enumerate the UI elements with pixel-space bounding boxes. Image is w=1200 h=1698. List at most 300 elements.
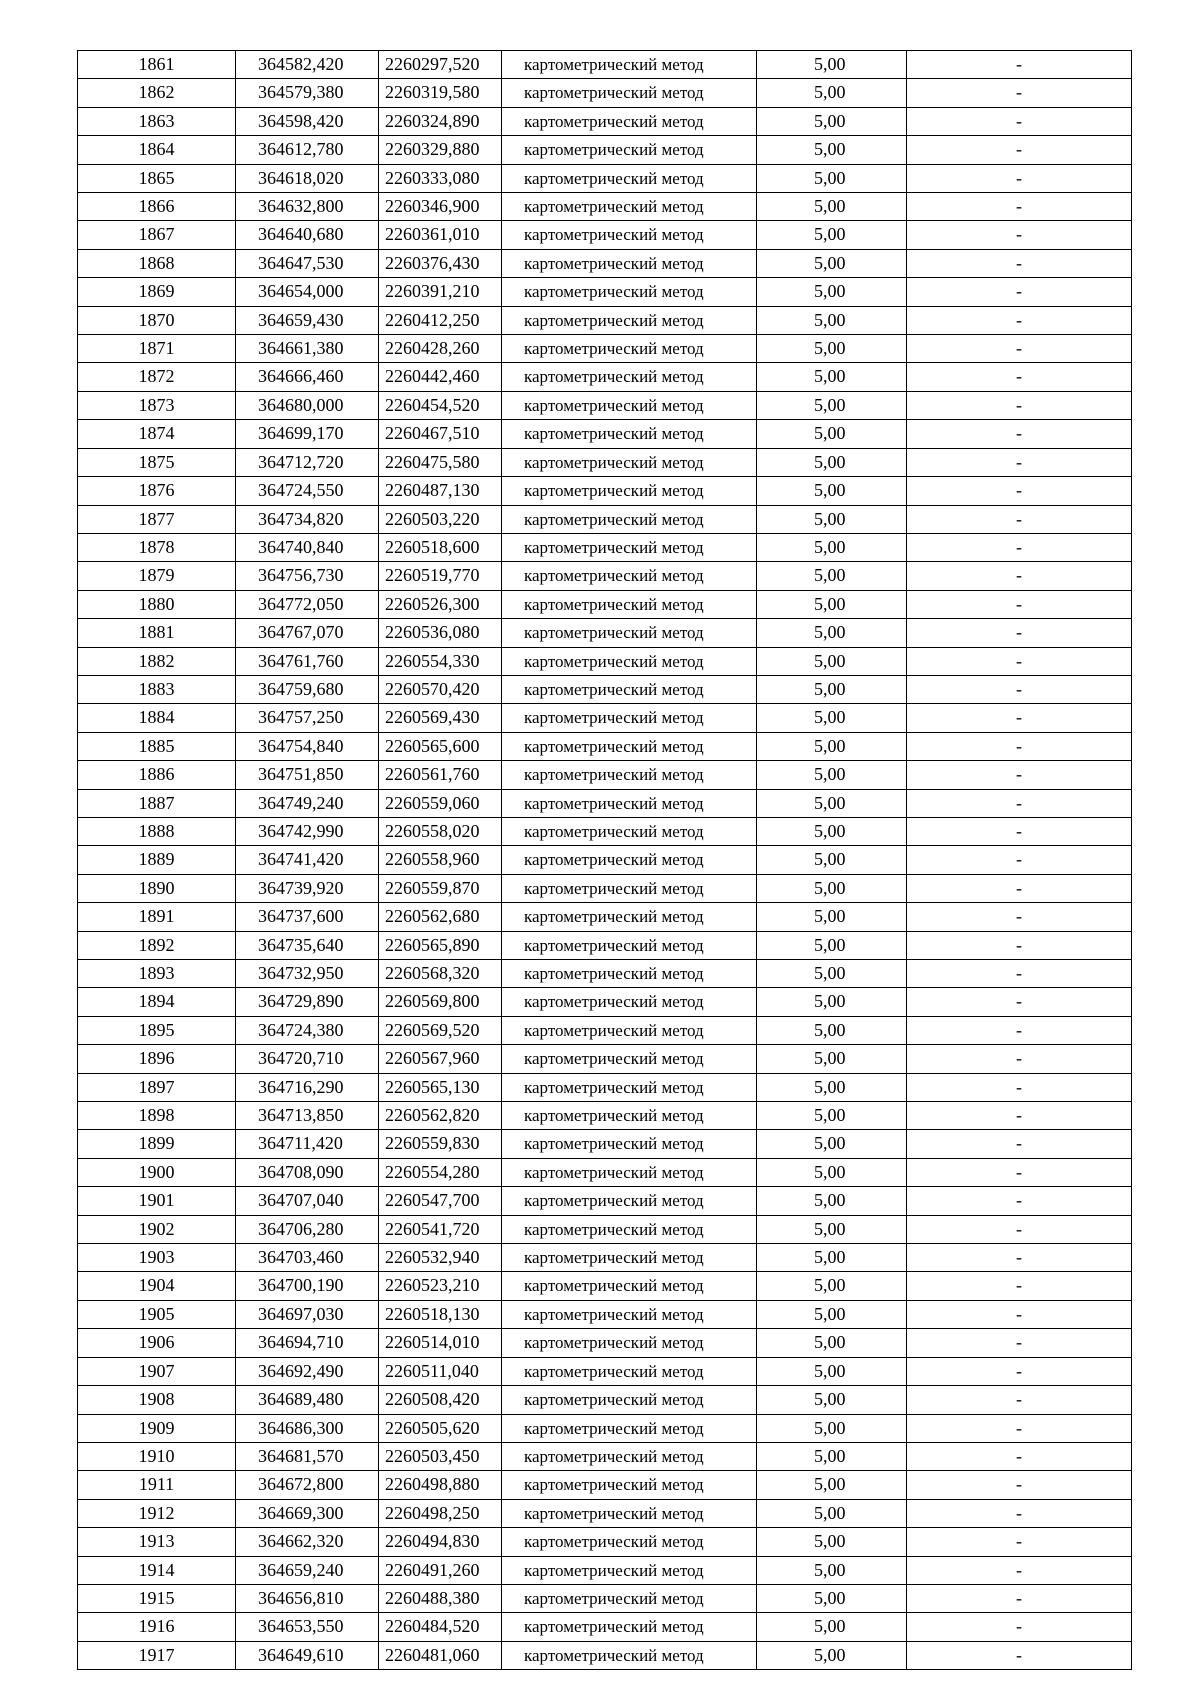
description-cell: - <box>907 1016 1132 1044</box>
table-row <box>78 1215 1132 1243</box>
x-coordinate-cell: 364706,280 <box>236 1215 379 1243</box>
table-row <box>78 1386 1132 1414</box>
description-cell: - <box>907 107 1132 135</box>
method-cell: картометрический метод <box>502 136 757 164</box>
table-row <box>78 1613 1132 1641</box>
x-coordinate-cell: 364742,990 <box>236 817 379 845</box>
y-coordinate-cell: 2260554,280 <box>379 1158 502 1186</box>
point-number-cell: 1916 <box>78 1613 236 1641</box>
point-number-cell: 1898 <box>78 1102 236 1130</box>
description-cell: - <box>907 874 1132 902</box>
y-coordinate-cell: 2260329,880 <box>379 136 502 164</box>
x-coordinate-cell: 364741,420 <box>236 846 379 874</box>
y-coordinate-cell: 2260511,040 <box>379 1357 502 1385</box>
accuracy-cell: 5,00 <box>757 1442 907 1470</box>
method-cell: картометрический метод <box>502 1442 757 1470</box>
accuracy-cell: 5,00 <box>757 1584 907 1612</box>
accuracy-cell: 5,00 <box>757 704 907 732</box>
description-cell: - <box>907 51 1132 79</box>
description-cell: - <box>907 1386 1132 1414</box>
y-coordinate-cell: 2260569,800 <box>379 988 502 1016</box>
y-coordinate-cell: 2260494,830 <box>379 1528 502 1556</box>
point-number-cell: 1881 <box>78 619 236 647</box>
x-coordinate-cell: 364712,720 <box>236 448 379 476</box>
point-number-cell: 1865 <box>78 164 236 192</box>
description-cell: - <box>907 1613 1132 1641</box>
x-coordinate-cell: 364632,800 <box>236 193 379 221</box>
method-cell: картометрический метод <box>502 51 757 79</box>
table-row <box>78 1016 1132 1044</box>
method-cell: картометрический метод <box>502 193 757 221</box>
point-number-cell: 1888 <box>78 817 236 845</box>
description-cell: - <box>907 647 1132 675</box>
x-coordinate-cell: 364672,800 <box>236 1471 379 1499</box>
y-coordinate-cell: 2260568,320 <box>379 960 502 988</box>
method-cell: картометрический метод <box>502 732 757 760</box>
method-cell: картометрический метод <box>502 278 757 306</box>
point-number-cell: 1901 <box>78 1187 236 1215</box>
accuracy-cell: 5,00 <box>757 1244 907 1272</box>
point-number-cell: 1875 <box>78 448 236 476</box>
method-cell: картометрический метод <box>502 590 757 618</box>
x-coordinate-cell: 364754,840 <box>236 732 379 760</box>
x-coordinate-cell: 364729,890 <box>236 988 379 1016</box>
point-number-cell: 1876 <box>78 477 236 505</box>
accuracy-cell: 5,00 <box>757 732 907 760</box>
method-cell: картометрический метод <box>502 619 757 647</box>
table-row <box>78 817 1132 845</box>
point-number-cell: 1889 <box>78 846 236 874</box>
table-row <box>78 193 1132 221</box>
method-cell: картометрический метод <box>502 704 757 732</box>
x-coordinate-cell: 364582,420 <box>236 51 379 79</box>
table-row <box>78 448 1132 476</box>
method-cell: картометрический метод <box>502 1073 757 1101</box>
point-number-cell: 1897 <box>78 1073 236 1101</box>
point-number-cell: 1868 <box>78 249 236 277</box>
y-coordinate-cell: 2260518,600 <box>379 533 502 561</box>
point-number-cell: 1914 <box>78 1556 236 1584</box>
table-row <box>78 562 1132 590</box>
table-row <box>78 477 1132 505</box>
y-coordinate-cell: 2260376,430 <box>379 249 502 277</box>
method-cell: картометрический метод <box>502 1471 757 1499</box>
x-coordinate-cell: 364697,030 <box>236 1300 379 1328</box>
table-row <box>78 363 1132 391</box>
method-cell: картометрический метод <box>502 164 757 192</box>
point-number-cell: 1878 <box>78 533 236 561</box>
table-row <box>78 1357 1132 1385</box>
accuracy-cell: 5,00 <box>757 1641 907 1669</box>
table-row <box>78 704 1132 732</box>
description-cell: - <box>907 846 1132 874</box>
table-row <box>78 1158 1132 1186</box>
point-number-cell: 1872 <box>78 363 236 391</box>
accuracy-cell: 5,00 <box>757 789 907 817</box>
method-cell: картометрический метод <box>502 1272 757 1300</box>
point-number-cell: 1877 <box>78 505 236 533</box>
x-coordinate-cell: 364732,950 <box>236 960 379 988</box>
x-coordinate-cell: 364662,320 <box>236 1528 379 1556</box>
description-cell: - <box>907 732 1132 760</box>
method-cell: картометрический метод <box>502 1158 757 1186</box>
table-row <box>78 732 1132 760</box>
table-row <box>78 846 1132 874</box>
point-number-cell: 1913 <box>78 1528 236 1556</box>
x-coordinate-cell: 364661,380 <box>236 335 379 363</box>
method-cell: картометрический метод <box>502 363 757 391</box>
method-cell: картометрический метод <box>502 1102 757 1130</box>
accuracy-cell: 5,00 <box>757 477 907 505</box>
y-coordinate-cell: 2260569,430 <box>379 704 502 732</box>
table-row <box>78 761 1132 789</box>
point-number-cell: 1873 <box>78 391 236 419</box>
point-number-cell: 1917 <box>78 1641 236 1669</box>
y-coordinate-cell: 2260518,130 <box>379 1300 502 1328</box>
point-number-cell: 1887 <box>78 789 236 817</box>
table-row <box>78 1329 1132 1357</box>
table-row <box>78 931 1132 959</box>
description-cell: - <box>907 335 1132 363</box>
description-cell: - <box>907 1329 1132 1357</box>
x-coordinate-cell: 364703,460 <box>236 1244 379 1272</box>
x-coordinate-cell: 364737,600 <box>236 903 379 931</box>
x-coordinate-cell: 364699,170 <box>236 420 379 448</box>
x-coordinate-cell: 364711,420 <box>236 1130 379 1158</box>
accuracy-cell: 5,00 <box>757 1300 907 1328</box>
description-cell: - <box>907 1130 1132 1158</box>
point-number-cell: 1908 <box>78 1386 236 1414</box>
x-coordinate-cell: 364740,840 <box>236 533 379 561</box>
point-number-cell: 1869 <box>78 278 236 306</box>
accuracy-cell: 5,00 <box>757 1499 907 1527</box>
method-cell: картометрический метод <box>502 1045 757 1073</box>
method-cell: картометрический метод <box>502 874 757 902</box>
point-number-cell: 1871 <box>78 335 236 363</box>
description-cell: - <box>907 306 1132 334</box>
table-row <box>78 1130 1132 1158</box>
accuracy-cell: 5,00 <box>757 988 907 1016</box>
accuracy-cell: 5,00 <box>757 278 907 306</box>
accuracy-cell: 5,00 <box>757 1187 907 1215</box>
method-cell: картометрический метод <box>502 107 757 135</box>
method-cell: картометрический метод <box>502 1584 757 1612</box>
point-number-cell: 1910 <box>78 1442 236 1470</box>
y-coordinate-cell: 2260428,260 <box>379 335 502 363</box>
x-coordinate-cell: 364669,300 <box>236 1499 379 1527</box>
method-cell: картометрический метод <box>502 846 757 874</box>
table-row <box>78 1442 1132 1470</box>
point-number-cell: 1894 <box>78 988 236 1016</box>
description-cell: - <box>907 249 1132 277</box>
x-coordinate-cell: 364692,490 <box>236 1357 379 1385</box>
y-coordinate-cell: 2260565,600 <box>379 732 502 760</box>
method-cell: картометрический метод <box>502 1244 757 1272</box>
description-cell: - <box>907 931 1132 959</box>
y-coordinate-cell: 2260475,580 <box>379 448 502 476</box>
accuracy-cell: 5,00 <box>757 619 907 647</box>
method-cell: картометрический метод <box>502 931 757 959</box>
accuracy-cell: 5,00 <box>757 1528 907 1556</box>
description-cell: - <box>907 960 1132 988</box>
y-coordinate-cell: 2260558,020 <box>379 817 502 845</box>
point-number-cell: 1863 <box>78 107 236 135</box>
point-number-cell: 1905 <box>78 1300 236 1328</box>
y-coordinate-cell: 2260498,250 <box>379 1499 502 1527</box>
method-cell: картометрический метод <box>502 477 757 505</box>
table-row <box>78 136 1132 164</box>
accuracy-cell: 5,00 <box>757 51 907 79</box>
description-cell: - <box>907 1584 1132 1612</box>
point-number-cell: 1909 <box>78 1414 236 1442</box>
table-row <box>78 1471 1132 1499</box>
description-cell: - <box>907 1045 1132 1073</box>
x-coordinate-cell: 364640,680 <box>236 221 379 249</box>
point-number-cell: 1866 <box>78 193 236 221</box>
y-coordinate-cell: 2260508,420 <box>379 1386 502 1414</box>
description-cell: - <box>907 79 1132 107</box>
description-cell: - <box>907 363 1132 391</box>
point-number-cell: 1879 <box>78 562 236 590</box>
x-coordinate-cell: 364734,820 <box>236 505 379 533</box>
x-coordinate-cell: 364612,780 <box>236 136 379 164</box>
description-cell: - <box>907 1357 1132 1385</box>
accuracy-cell: 5,00 <box>757 1613 907 1641</box>
description-cell: - <box>907 193 1132 221</box>
y-coordinate-cell: 2260503,220 <box>379 505 502 533</box>
table-row <box>78 306 1132 334</box>
y-coordinate-cell: 2260519,770 <box>379 562 502 590</box>
method-cell: картометрический метод <box>502 1528 757 1556</box>
point-number-cell: 1880 <box>78 590 236 618</box>
point-number-cell: 1861 <box>78 51 236 79</box>
accuracy-cell: 5,00 <box>757 903 907 931</box>
point-number-cell: 1892 <box>78 931 236 959</box>
x-coordinate-cell: 364759,680 <box>236 675 379 703</box>
description-cell: - <box>907 1187 1132 1215</box>
y-coordinate-cell: 2260565,130 <box>379 1073 502 1101</box>
table-row <box>78 1414 1132 1442</box>
y-coordinate-cell: 2260412,250 <box>379 306 502 334</box>
y-coordinate-cell: 2260570,420 <box>379 675 502 703</box>
y-coordinate-cell: 2260559,870 <box>379 874 502 902</box>
y-coordinate-cell: 2260547,700 <box>379 1187 502 1215</box>
method-cell: картометрический метод <box>502 960 757 988</box>
accuracy-cell: 5,00 <box>757 1386 907 1414</box>
y-coordinate-cell: 2260324,890 <box>379 107 502 135</box>
table-row <box>78 221 1132 249</box>
description-cell: - <box>907 1641 1132 1669</box>
x-coordinate-cell: 364647,530 <box>236 249 379 277</box>
x-coordinate-cell: 364598,420 <box>236 107 379 135</box>
table-row <box>78 1528 1132 1556</box>
point-number-cell: 1890 <box>78 874 236 902</box>
x-coordinate-cell: 364686,300 <box>236 1414 379 1442</box>
accuracy-cell: 5,00 <box>757 562 907 590</box>
table-row <box>78 1584 1132 1612</box>
y-coordinate-cell: 2260488,380 <box>379 1584 502 1612</box>
description-cell: - <box>907 505 1132 533</box>
x-coordinate-cell: 364720,710 <box>236 1045 379 1073</box>
point-number-cell: 1870 <box>78 306 236 334</box>
x-coordinate-cell: 364716,290 <box>236 1073 379 1101</box>
table-row <box>78 903 1132 931</box>
y-coordinate-cell: 2260565,890 <box>379 931 502 959</box>
x-coordinate-cell: 364656,810 <box>236 1584 379 1612</box>
description-cell: - <box>907 1272 1132 1300</box>
x-coordinate-cell: 364724,380 <box>236 1016 379 1044</box>
accuracy-cell: 5,00 <box>757 647 907 675</box>
y-coordinate-cell: 2260319,580 <box>379 79 502 107</box>
point-number-cell: 1899 <box>78 1130 236 1158</box>
method-cell: картометрический метод <box>502 505 757 533</box>
method-cell: картометрический метод <box>502 1499 757 1527</box>
x-coordinate-cell: 364767,070 <box>236 619 379 647</box>
x-coordinate-cell: 364700,190 <box>236 1272 379 1300</box>
table-row <box>78 164 1132 192</box>
y-coordinate-cell: 2260346,900 <box>379 193 502 221</box>
method-cell: картометрический метод <box>502 675 757 703</box>
accuracy-cell: 5,00 <box>757 1272 907 1300</box>
y-coordinate-cell: 2260558,960 <box>379 846 502 874</box>
method-cell: картометрический метод <box>502 448 757 476</box>
coordinates-table <box>77 50 1132 1670</box>
point-number-cell: 1893 <box>78 960 236 988</box>
description-cell: - <box>907 448 1132 476</box>
point-number-cell: 1864 <box>78 136 236 164</box>
table-row <box>78 1244 1132 1272</box>
x-coordinate-cell: 364735,640 <box>236 931 379 959</box>
method-cell: картометрический метод <box>502 249 757 277</box>
table-row <box>78 278 1132 306</box>
table-row <box>78 619 1132 647</box>
description-cell: - <box>907 590 1132 618</box>
x-coordinate-cell: 364653,550 <box>236 1613 379 1641</box>
accuracy-cell: 5,00 <box>757 391 907 419</box>
y-coordinate-cell: 2260503,450 <box>379 1442 502 1470</box>
y-coordinate-cell: 2260481,060 <box>379 1641 502 1669</box>
method-cell: картометрический метод <box>502 1329 757 1357</box>
description-cell: - <box>907 903 1132 931</box>
accuracy-cell: 5,00 <box>757 1045 907 1073</box>
method-cell: картометрический метод <box>502 988 757 1016</box>
y-coordinate-cell: 2260487,130 <box>379 477 502 505</box>
accuracy-cell: 5,00 <box>757 79 907 107</box>
table-row <box>78 505 1132 533</box>
x-coordinate-cell: 364579,380 <box>236 79 379 107</box>
point-number-cell: 1882 <box>78 647 236 675</box>
description-cell: - <box>907 1442 1132 1470</box>
description-cell: - <box>907 675 1132 703</box>
description-cell: - <box>907 1499 1132 1527</box>
description-cell: - <box>907 391 1132 419</box>
y-coordinate-cell: 2260561,760 <box>379 761 502 789</box>
table-row <box>78 1045 1132 1073</box>
y-coordinate-cell: 2260562,680 <box>379 903 502 931</box>
point-number-cell: 1885 <box>78 732 236 760</box>
x-coordinate-cell: 364708,090 <box>236 1158 379 1186</box>
x-coordinate-cell: 364659,430 <box>236 306 379 334</box>
y-coordinate-cell: 2260536,080 <box>379 619 502 647</box>
table-row <box>78 1499 1132 1527</box>
y-coordinate-cell: 2260554,330 <box>379 647 502 675</box>
table-row <box>78 647 1132 675</box>
y-coordinate-cell: 2260391,210 <box>379 278 502 306</box>
x-coordinate-cell: 364707,040 <box>236 1187 379 1215</box>
accuracy-cell: 5,00 <box>757 1357 907 1385</box>
table-row <box>78 590 1132 618</box>
method-cell: картометрический метод <box>502 1613 757 1641</box>
method-cell: картометрический метод <box>502 761 757 789</box>
y-coordinate-cell: 2260454,520 <box>379 391 502 419</box>
accuracy-cell: 5,00 <box>757 761 907 789</box>
method-cell: картометрический метод <box>502 1357 757 1385</box>
accuracy-cell: 5,00 <box>757 590 907 618</box>
table-row <box>78 420 1132 448</box>
accuracy-cell: 5,00 <box>757 675 907 703</box>
description-cell: - <box>907 619 1132 647</box>
method-cell: картометрический метод <box>502 562 757 590</box>
accuracy-cell: 5,00 <box>757 817 907 845</box>
method-cell: картометрический метод <box>502 391 757 419</box>
point-number-cell: 1886 <box>78 761 236 789</box>
table-row <box>78 51 1132 79</box>
x-coordinate-cell: 364681,570 <box>236 1442 379 1470</box>
accuracy-cell: 5,00 <box>757 249 907 277</box>
table-row <box>78 1187 1132 1215</box>
x-coordinate-cell: 364618,020 <box>236 164 379 192</box>
description-cell: - <box>907 704 1132 732</box>
point-number-cell: 1903 <box>78 1244 236 1272</box>
y-coordinate-cell: 2260333,080 <box>379 164 502 192</box>
table-row <box>78 988 1132 1016</box>
accuracy-cell: 5,00 <box>757 335 907 363</box>
description-cell: - <box>907 477 1132 505</box>
description-cell: - <box>907 1073 1132 1101</box>
description-cell: - <box>907 136 1132 164</box>
description-cell: - <box>907 1414 1132 1442</box>
point-number-cell: 1884 <box>78 704 236 732</box>
description-cell: - <box>907 562 1132 590</box>
point-number-cell: 1902 <box>78 1215 236 1243</box>
point-number-cell: 1915 <box>78 1584 236 1612</box>
method-cell: картометрический метод <box>502 1556 757 1584</box>
accuracy-cell: 5,00 <box>757 1329 907 1357</box>
description-cell: - <box>907 1215 1132 1243</box>
method-cell: картометрический метод <box>502 817 757 845</box>
table-row <box>78 249 1132 277</box>
method-cell: картометрический метод <box>502 420 757 448</box>
x-coordinate-cell: 364772,050 <box>236 590 379 618</box>
accuracy-cell: 5,00 <box>757 931 907 959</box>
method-cell: картометрический метод <box>502 306 757 334</box>
method-cell: картометрический метод <box>502 1016 757 1044</box>
description-cell: - <box>907 817 1132 845</box>
method-cell: картометрический метод <box>502 335 757 363</box>
y-coordinate-cell: 2260498,880 <box>379 1471 502 1499</box>
table-row <box>78 1556 1132 1584</box>
y-coordinate-cell: 2260523,210 <box>379 1272 502 1300</box>
table-row <box>78 960 1132 988</box>
point-number-cell: 1867 <box>78 221 236 249</box>
x-coordinate-cell: 364689,480 <box>236 1386 379 1414</box>
table-row <box>78 1641 1132 1669</box>
description-cell: - <box>907 278 1132 306</box>
method-cell: картометрический метод <box>502 903 757 931</box>
accuracy-cell: 5,00 <box>757 1215 907 1243</box>
description-cell: - <box>907 1300 1132 1328</box>
point-number-cell: 1911 <box>78 1471 236 1499</box>
